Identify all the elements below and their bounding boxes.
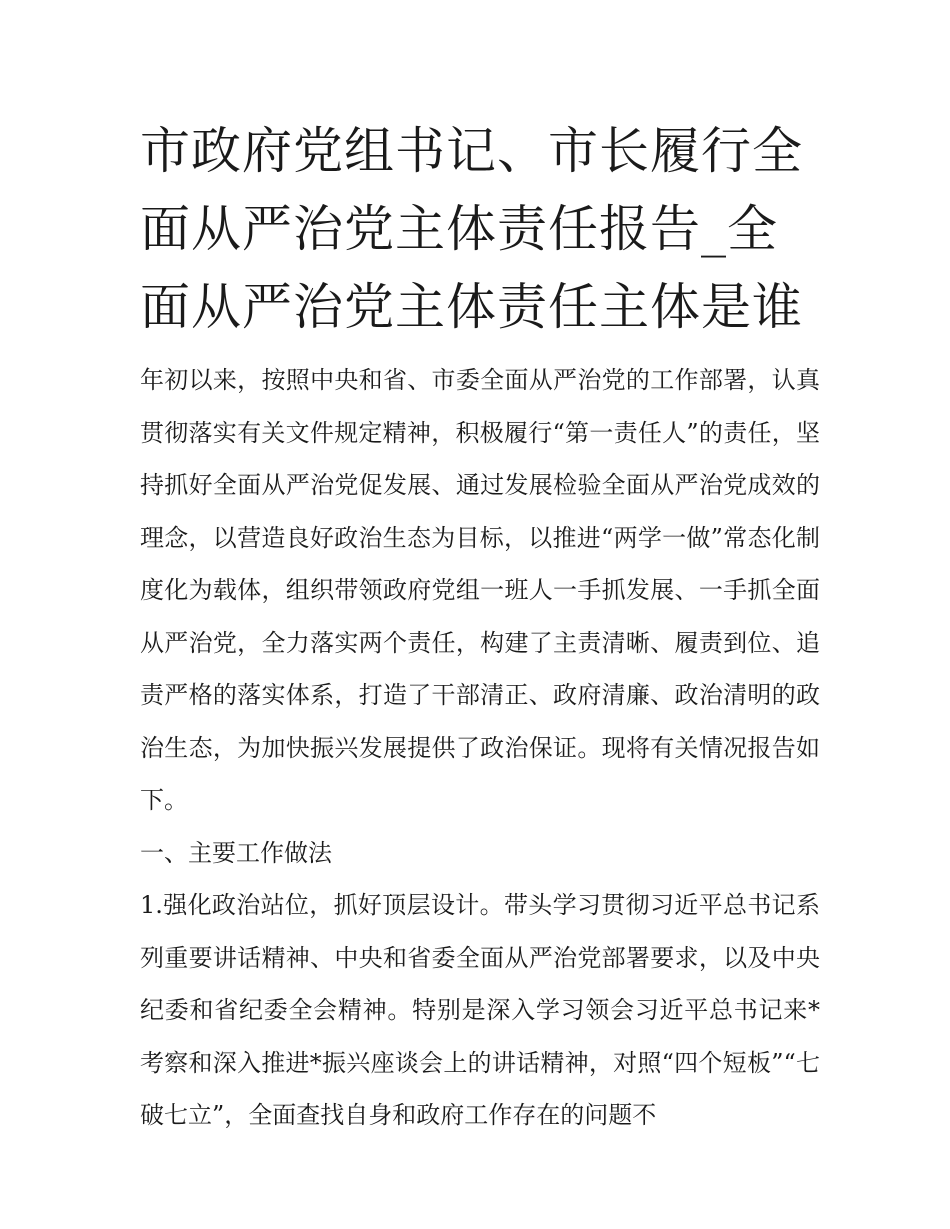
section-heading: 一、主要工作做法 — [140, 838, 332, 867]
document-page — [140, 112, 820, 1142]
document-title: 市政府党组书记、市长履行全面从严治党主体责任报告_全面从严治党主体责任主体是谁 — [140, 122, 803, 336]
body-paragraph: 1.强化政治站位，抓好顶层设计。带头学习贯彻习近平总书记系列重要讲话精神、中央和省委全面从严治党部署要求，以及中央纪委和省纪委全会精神。特别是深入学习领会习近平总书记来*考察和深入推进*振兴座谈会上的讲话精神，对照“四个短板”“七破七立”，全面查找自身和政府工作存在的问题不 — [140, 891, 820, 1129]
intro-paragraph: 年初以来，按照中央和省、市委全面从严治党的工作部署，认真贯彻落实有关文件规定精神，积极履行“第一责任人”的责任，坚持抓好全面从严治党促发展、通过发展检验全面从严治党成效的理念，以营造良好政治生态为目标，以推进“两学一做”常态化制度化为载体，组织带领政府党组一班人一手抓发展、一手抓全面从严治党，全力落实两个责任，构建了主责清晰、履责到位、追责严格的落实体系，打造了干部清正、政府清廉、政治清明的政治生态，为加快振兴发展提供了政治保证。现将有关情况报告如下。 — [140, 366, 820, 814]
